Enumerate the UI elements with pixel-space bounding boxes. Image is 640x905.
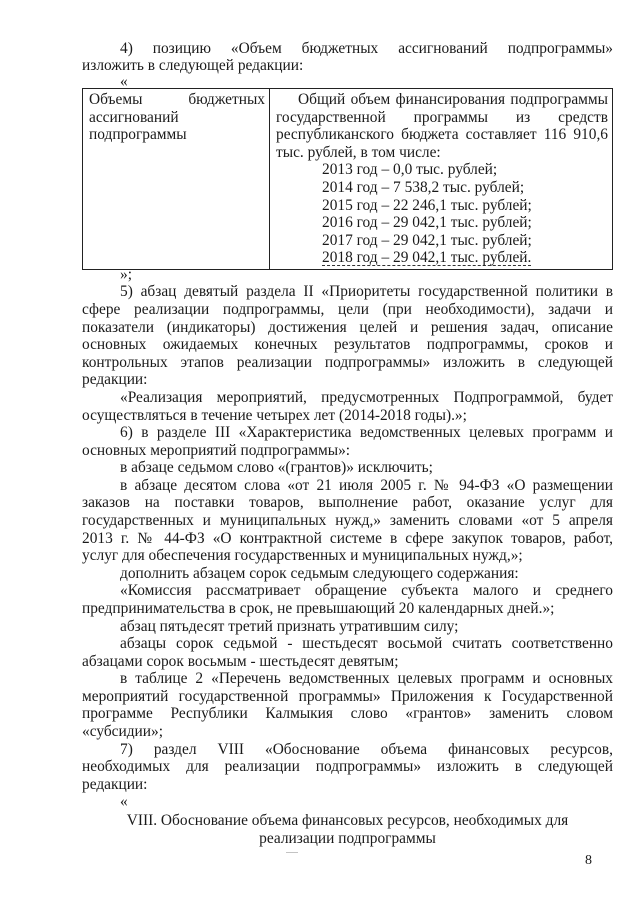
year-line (276, 249, 608, 267)
intro-line-2: изложить в следующей редакции: (82, 57, 304, 74)
para-6-line: услуг для обеспечения государственных и муниципальных нужд,»; (82, 547, 523, 564)
para-6-line: в таблице 2 «Перечень ведомственных целевых программ и основных (120, 670, 613, 687)
year-line: 2015 год – 22 246,1 тыс. рублей; (322, 196, 532, 214)
year-line: 2017 год – 29 042,1 тыс. рублей; (322, 231, 532, 249)
table-left-line: ассигнований (89, 108, 179, 126)
scan-speck (286, 852, 298, 853)
para-6-line: программе Республики Калмыкия слово «грантов» заменить словом (82, 705, 613, 722)
para-5-line: показатели (индикаторы) достижения целей и решения задач, описание (82, 319, 613, 336)
year-line: 2016 год – 29 042,1 тыс. рублей; (322, 214, 532, 232)
para-5-line: редакции: (82, 371, 148, 388)
para-5-line: сфере реализации подпрограммы, цели (при необходимости), задачи и (82, 301, 613, 318)
para-6-line: в абзаце десятом слова «от 21 июля 2005 г. № 94-ФЗ «О размещении (120, 477, 613, 494)
close-quote: »; (120, 266, 132, 283)
para-7-line: редакции: (82, 776, 148, 793)
budget-volumes-table (82, 88, 613, 270)
para-5-line: основных ожидаемых конечных результатов подпрограммы, сроков и (82, 336, 613, 353)
para-6-line: заказов на поставки товаров, выполнение работ, оказание услуг для (82, 494, 613, 511)
para-6-line: в абзаце седьмом слово «(грантов)» исключить; (120, 459, 433, 476)
open-quote: « (120, 793, 128, 810)
table-right-line: тыс. рублей, в том числе: (276, 143, 441, 161)
para-6-line: государственных и муниципальных нужд,» заменить словами «от 5 апреля (82, 512, 613, 529)
section-heading-line-2: реализации подпрограммы (259, 830, 436, 847)
para-6-line: 6) в разделе III «Характеристика ведомственных целевых программ и (120, 424, 613, 441)
para-7-line: 7) раздел VIII «Обоснование объема финансовых ресурсов, (120, 741, 613, 758)
table-right-line: Общий объем финансирования подпрограммы (298, 91, 608, 108)
year-line-last: 2018 год – 29 042,1 тыс. рублей. (322, 249, 532, 267)
page-number: 8 (585, 853, 592, 868)
intro-line-1: 4) позицию «Объем бюджетных ассигнований подпрограммы» (120, 40, 613, 57)
quoted-text-line: осуществляться в течение четырех лет (2014-2018 годы).»; (82, 407, 467, 424)
quoted-text-line: предпринимательства в срок, не превышающий 20 календарных дней.»; (82, 600, 555, 617)
table-right-cell (270, 89, 613, 270)
year-line: 2014 год – 7 538,2 тыс. рублей; (322, 178, 525, 196)
para-5-line: 5) абзац девятый раздела II «Приоритеты государственной политики в (120, 283, 613, 300)
table-left-cell (83, 89, 270, 270)
year-line: 2013 год – 0,0 тыс. рублей; (322, 161, 498, 179)
para-6-line: 2013 г. № 44-ФЗ «О контрактной системе в сфере закупок товаров, работ, (82, 530, 613, 547)
para-5-line: контрольных этапов реализации подпрограммы» изложить в следующей (82, 354, 613, 371)
para-6-line: дополнить абзацем сорок седьмым следующего содержания: (120, 565, 519, 582)
para-6-line: мероприятий государственной программы» Приложения к Государственной (82, 688, 613, 705)
para-6-line: абзацами сорок восьмым - шестьдесят девятым; (82, 653, 399, 670)
table-right-line: республиканского бюджета составляет 116 910,6 (276, 126, 608, 144)
para-6-line: основных мероприятий подпрограммы»: (82, 442, 351, 459)
para-6-line: абзац пятьдесят третий признать утратившим силу; (120, 618, 459, 635)
open-quote: « (120, 73, 128, 90)
section-heading-line-1: VIII. Обоснование объема финансовых ресурсов, необходимых для (126, 812, 569, 829)
para-6-line: «субсидии»; (82, 723, 163, 740)
quoted-text-line: «Реализация мероприятий, предусмотренных Подпрограммой, будет (120, 389, 613, 406)
table-left-line: подпрограммы (89, 126, 187, 144)
table-left-line: Объемы бюджетных (89, 91, 265, 108)
para-7-line: необходимых для реализации подпрограммы» изложить в следующей (82, 758, 613, 775)
table-right-line: государственной программы из средств (276, 108, 608, 126)
para-6-line: абзацы сорок седьмой - шестьдесят восьмой считать соответственно (120, 635, 613, 652)
quoted-text-line: «Комиссия рассматривает обращение субъекта малого и среднего (120, 582, 613, 599)
